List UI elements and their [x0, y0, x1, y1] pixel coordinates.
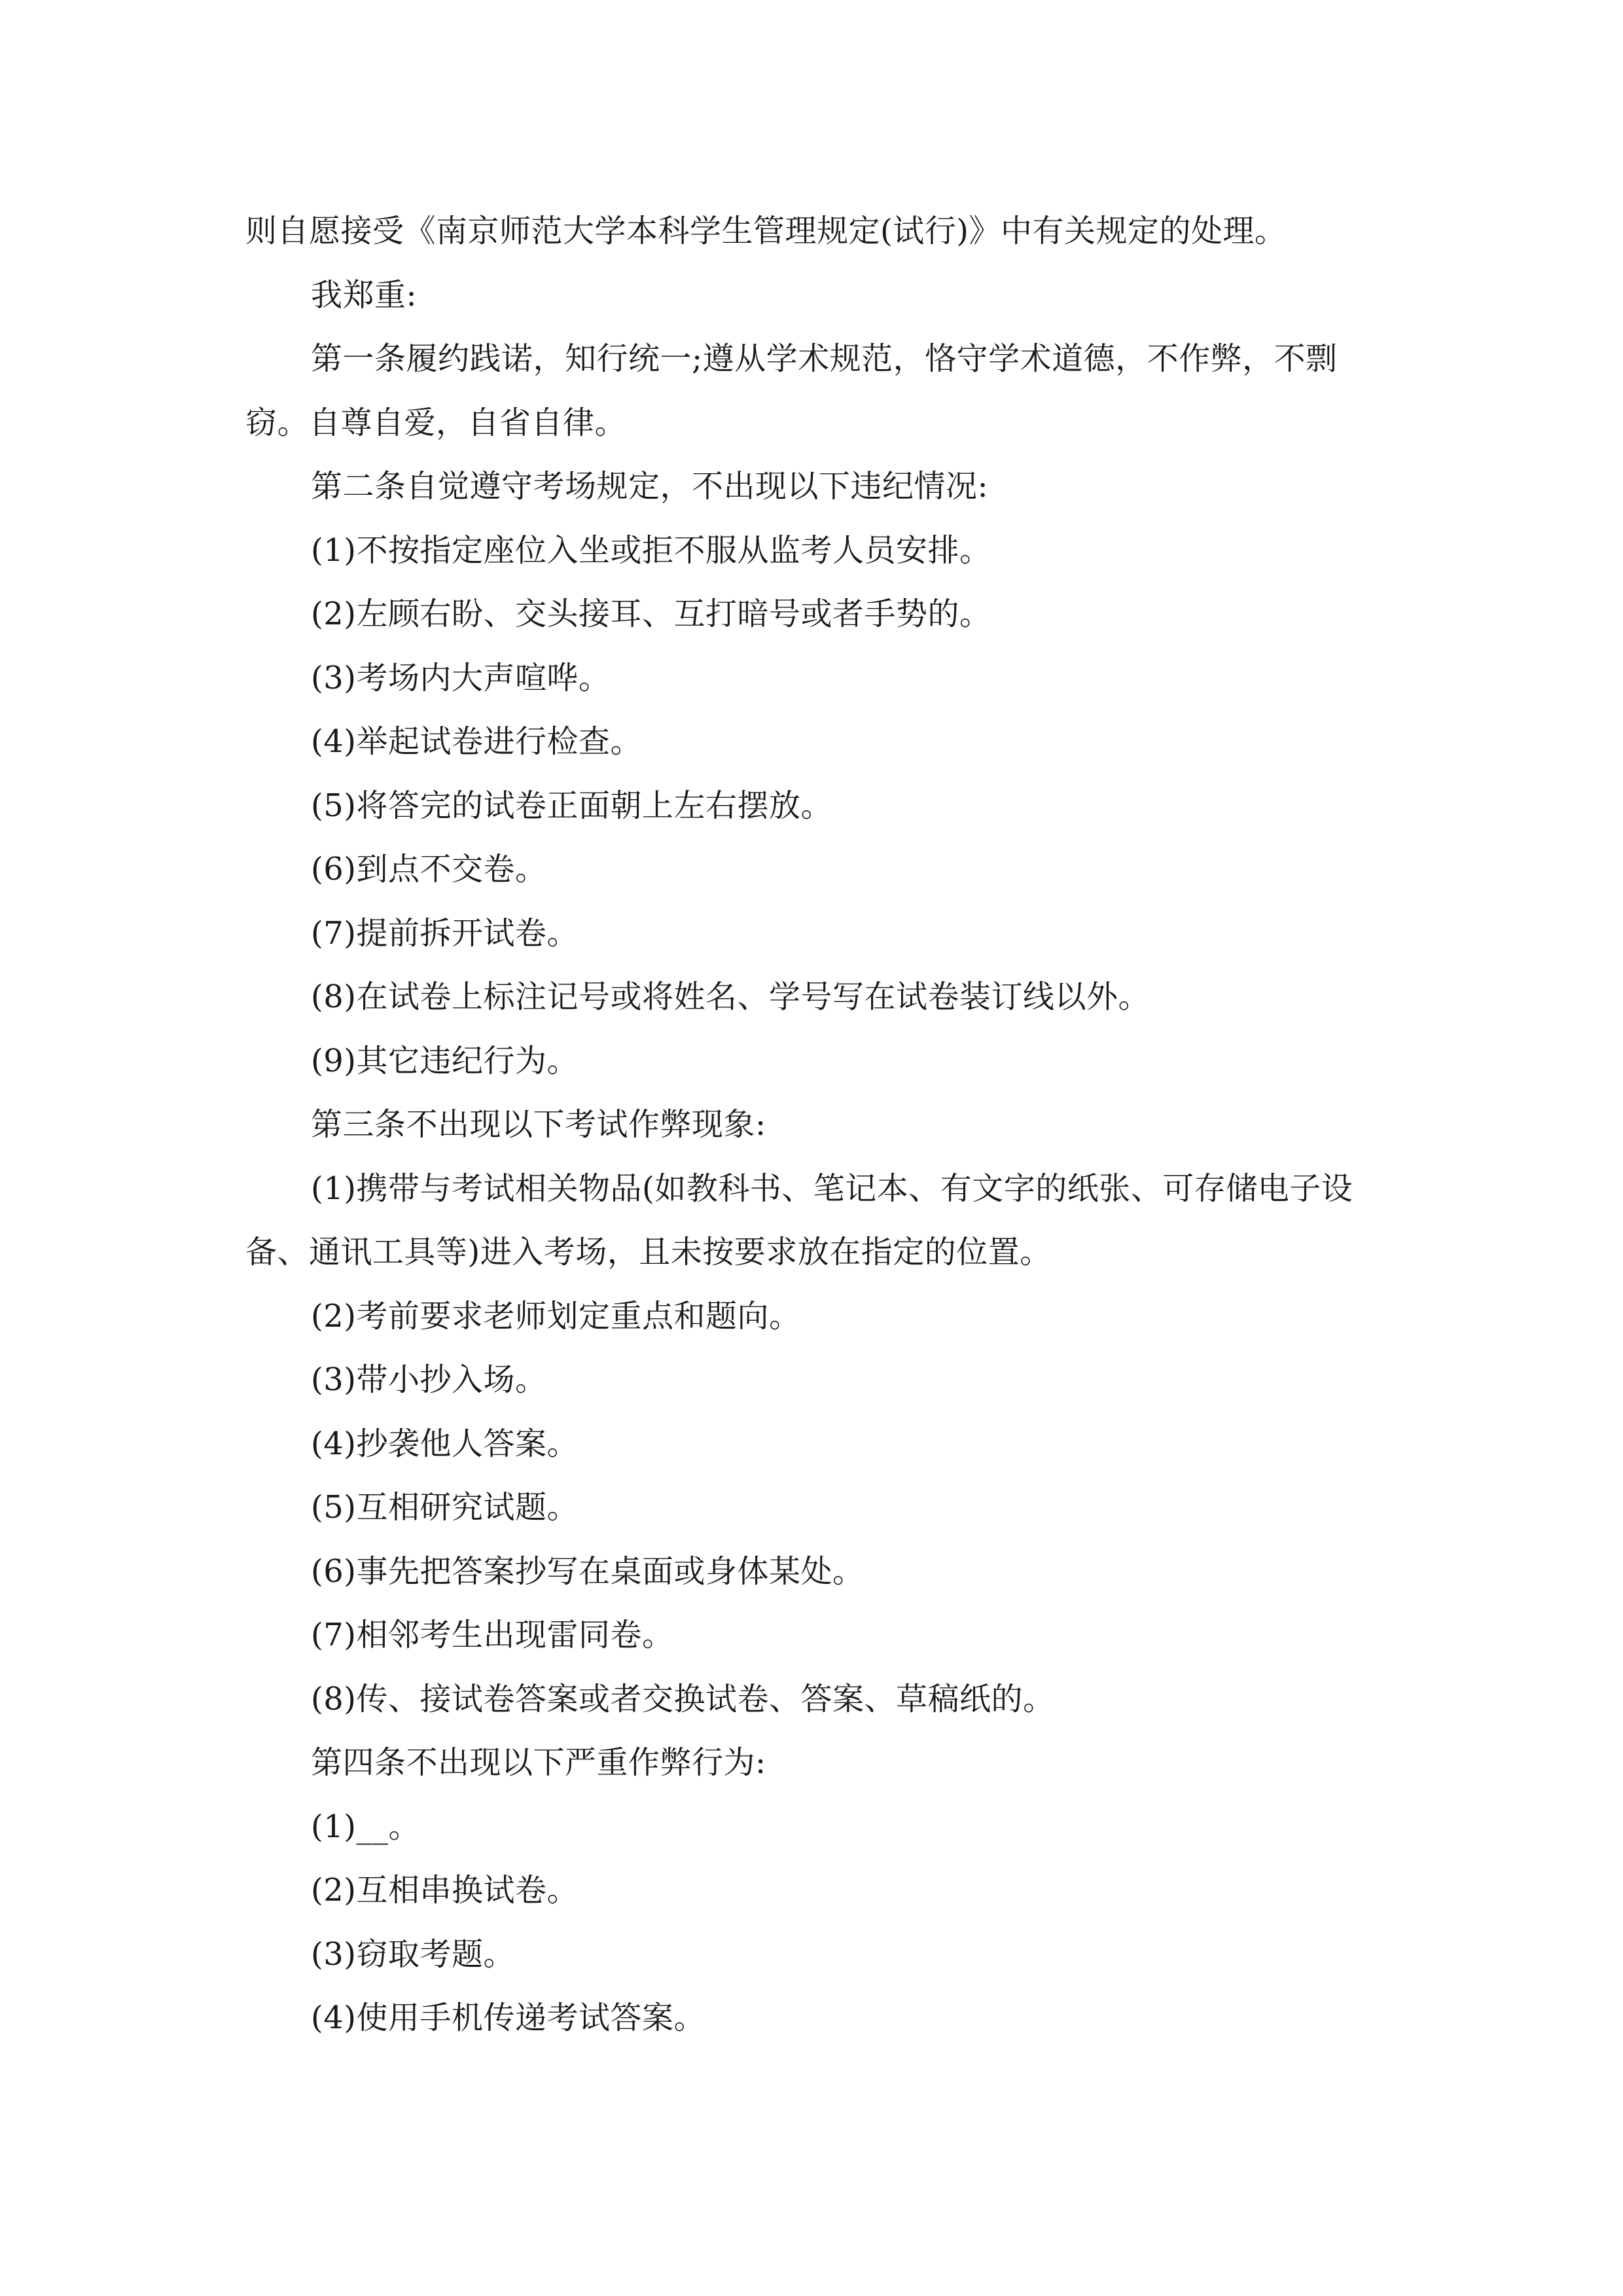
- paragraph-pledge-intro: 我郑重:: [311, 276, 418, 314]
- article-3-item-3: (3)带小抄入场。: [311, 1361, 547, 1398]
- article-3-heading: 第三条不出现以下考试作弊现象:: [311, 1106, 766, 1143]
- article-2-item-8: (8)在试卷上标注记号或将姓名、学号写在试卷装订线以外。: [311, 978, 1150, 1015]
- document-body: [245, 200, 1387, 2051]
- article-2-item-2: (2)左顾右盼、交头接耳、互打暗号或者手势的。: [311, 596, 991, 632]
- article-4-item-1: (1)__。: [311, 1808, 420, 1845]
- article-3-item-2: (2)考前要求老师划定重点和题向。: [311, 1297, 801, 1335]
- article-4-item-4: (4)使用手机传递考试答案。: [311, 2000, 705, 2036]
- article-4-item-3: (3)窃取考题。: [311, 1935, 515, 1973]
- article-2-item-7: (7)提前拆开试卷。: [311, 914, 579, 952]
- article-2-item-5: (5)将答完的试卷正面朝上左右摆放。: [311, 787, 832, 824]
- article-2-item-1: (1)不按指定座位入坐或拒不服从监考人员安排。: [311, 531, 991, 569]
- article-3-item-4: (4)抄袭他人答案。: [311, 1425, 579, 1462]
- article-4-item-2: (2)互相串换试卷。: [311, 1872, 579, 1909]
- article-3-item-6: (6)事先把答案抄写在桌面或身体某处。: [311, 1552, 865, 1590]
- article-2-item-6: (6)到点不交卷。: [311, 851, 547, 888]
- article-1: 第一条履约践诺，知行统一;遵从学术规范，恪守学术道德，不作弊，不剽窃。自尊自爱，自省自律。: [245, 340, 1338, 441]
- article-3-item-8: (8)传、接试卷答案或者交换试卷、答案、草稿纸的。: [311, 1680, 1055, 1717]
- paragraph-continuation: 则自愿接受《南京师范大学本科学生管理规定(试行)》中有关规定的处理。: [245, 213, 1287, 249]
- article-2-item-4: (4)举起试卷进行检查。: [311, 723, 642, 760]
- article-3-item-5: (5)互相研究试题。: [311, 1489, 579, 1526]
- article-4-heading: 第四条不出现以下严重作弊行为:: [311, 1744, 766, 1781]
- article-2-item-9: (9)其它违纪行为。: [311, 1042, 579, 1079]
- article-2-item-3: (3)考场内大声喧哗。: [311, 659, 611, 696]
- article-2-heading: 第二条自觉遵守考场规定，不出现以下违纪情况:: [311, 468, 989, 505]
- article-3-item-1: (1)携带与考试相关物品(如教科书、笔记本、有文字的纸张、可存储电子设备、通讯工具等)进入考场，且未按要求放在指定的位置。: [245, 1170, 1353, 1270]
- article-3-item-7: (7)相邻考生出现雷同卷。: [311, 1617, 674, 1653]
